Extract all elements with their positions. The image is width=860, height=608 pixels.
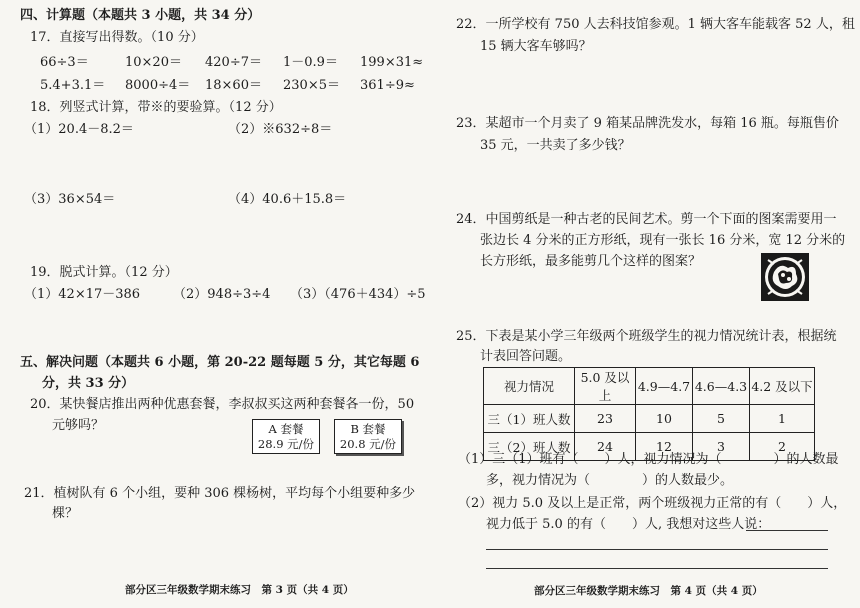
table-header-cell: 5.0 及以上 — [575, 368, 636, 405]
stepwise-calc-item: （1）42×17－386 — [24, 287, 141, 302]
calc-item: 1－0.9＝ — [283, 55, 338, 70]
table-cell: 24 — [575, 433, 636, 461]
answer-blank-line — [486, 549, 828, 550]
table-cell: 12 — [636, 433, 693, 461]
calc-item: 5.4+3.1＝ — [40, 78, 106, 93]
calc-item: 10×20＝ — [125, 55, 182, 70]
question-22-text: 22．一所学校有 750 人去科技馆参观。1 辆大客车能载客 52 人，租 — [456, 17, 855, 32]
vertical-calc-item: （2）※632÷8＝ — [228, 122, 333, 137]
set-b-price-card — [334, 419, 402, 454]
section-5-title-cont: 分，共 33 分） — [42, 376, 135, 391]
question-25-text-cont: 计表回答问题。 — [480, 349, 572, 364]
calc-item: 8000÷4＝ — [125, 78, 191, 93]
calc-item: 199×31≈ — [360, 55, 424, 70]
table-cell: 1 — [750, 405, 815, 433]
question-24-text-cont: 张边长 4 分米的正方形纸，现有一张长 16 分米，宽 12 分米的 — [480, 233, 846, 248]
question-23-text-cont: 35 元，一共卖了多少钱？ — [480, 138, 631, 153]
set-b-name: B 套餐 — [350, 422, 386, 436]
table-header-cell: 4.2 及以下 — [750, 368, 815, 405]
question-25-sub1: （1）三（1）班有（ ）人，视力情况为（ ）的人数最 — [458, 452, 839, 467]
table-header-cell: 4.6—4.3 — [693, 368, 750, 405]
table-cell: 10 — [636, 405, 693, 433]
question-17-title: 17．直接写出得数。（10 分） — [30, 30, 204, 45]
calc-item: 18×60＝ — [205, 78, 262, 93]
table-cell: 三（2）班人数 — [484, 433, 575, 461]
calc-item: 230×5＝ — [283, 78, 340, 93]
question-25-sub2-cont: 视力低于 5.0 的有（ ）人, 我想对这些人说： — [486, 517, 771, 532]
question-25-text: 25．下表是某小学三年级两个班级学生的视力情况统计表，根据统 — [456, 329, 837, 344]
section-5-title: 五、解决问题（本题共 6 小题，第 20-22 题每题 5 分，其它每题 6 — [20, 355, 420, 370]
table-row — [484, 405, 815, 433]
calc-item: 361÷9≈ — [360, 78, 415, 93]
vertical-calc-item: （3）36×54＝ — [24, 192, 116, 207]
set-a-name: A 套餐 — [268, 422, 304, 436]
vertical-calc-item: （1）20.4－8.2＝ — [24, 122, 134, 137]
table-cell: 5 — [693, 405, 750, 433]
question-25-sub1-cont: 多，视力情况为（ ）的人数最少。 — [486, 473, 734, 488]
page-footer: 部分区三年级数学期末练习 第 4 页（共 4 页） — [534, 585, 763, 597]
table-header-cell: 视力情况 — [484, 368, 575, 405]
question-24-text-cont: 长方形纸，最多能剪几个这样的图案？ — [480, 254, 702, 269]
table-cell: 23 — [575, 405, 636, 433]
table-cell: 2 — [750, 433, 815, 461]
question-18-title: 18．列竖式计算，带※的要验算。（12 分） — [30, 100, 282, 115]
question-21-text-cont: 棵？ — [52, 506, 79, 521]
paper-cut-pattern-image — [760, 252, 810, 302]
calc-item: 66÷3＝ — [40, 55, 89, 70]
section-4-title: 四、计算题（本题共 3 小题，共 34 分） — [20, 8, 261, 23]
question-25-sub2: （2）视力 5.0 及以上是正常，两个班级视力正常的有（ ）人， — [458, 496, 847, 511]
vertical-calc-item: （4）40.6＋15.8＝ — [228, 192, 347, 207]
question-21-text: 21．植树队有 6 个小组，要种 306 棵杨树，平均每个小组要种多少 — [24, 486, 416, 501]
table-cell: 三（1）班人数 — [484, 405, 575, 433]
question-19-title: 19．脱式计算。（12 分） — [30, 265, 178, 280]
table-cell: 3 — [693, 433, 750, 461]
stepwise-calc-item: （2）948÷3÷4 — [173, 287, 271, 302]
question-20-text: 20．某快餐店推出两种优惠套餐，李叔叔买这两种套餐各一份，50 — [30, 397, 415, 412]
question-20-text-cont: 元够吗？ — [52, 418, 105, 433]
vision-statistics-table — [483, 367, 815, 461]
table-header-row — [484, 368, 815, 405]
question-24-text: 24．中国剪纸是一种古老的民间艺术。剪一个下面的图案需要用一 — [456, 212, 837, 227]
answer-blank-line — [746, 530, 828, 531]
set-b-price: 20.8 元/份 — [339, 437, 397, 451]
page-footer: 部分区三年级数学期末练习 第 3 页（共 4 页） — [125, 584, 354, 596]
question-23-text: 23．某超市一个月卖了 9 箱某品牌洗发水，每箱 16 瓶。每瓶售价 — [456, 116, 839, 131]
calc-item: 420÷7＝ — [205, 55, 262, 70]
answer-blank-line — [486, 568, 828, 569]
set-a-price-card — [252, 419, 320, 454]
table-header-cell: 4.9—4.7 — [636, 368, 693, 405]
set-a-price: 28.9 元/份 — [257, 437, 315, 451]
stepwise-calc-item: （3）（476＋434）÷5 — [290, 287, 426, 302]
question-22-text-cont: 15 辆大客车够吗？ — [480, 39, 592, 54]
